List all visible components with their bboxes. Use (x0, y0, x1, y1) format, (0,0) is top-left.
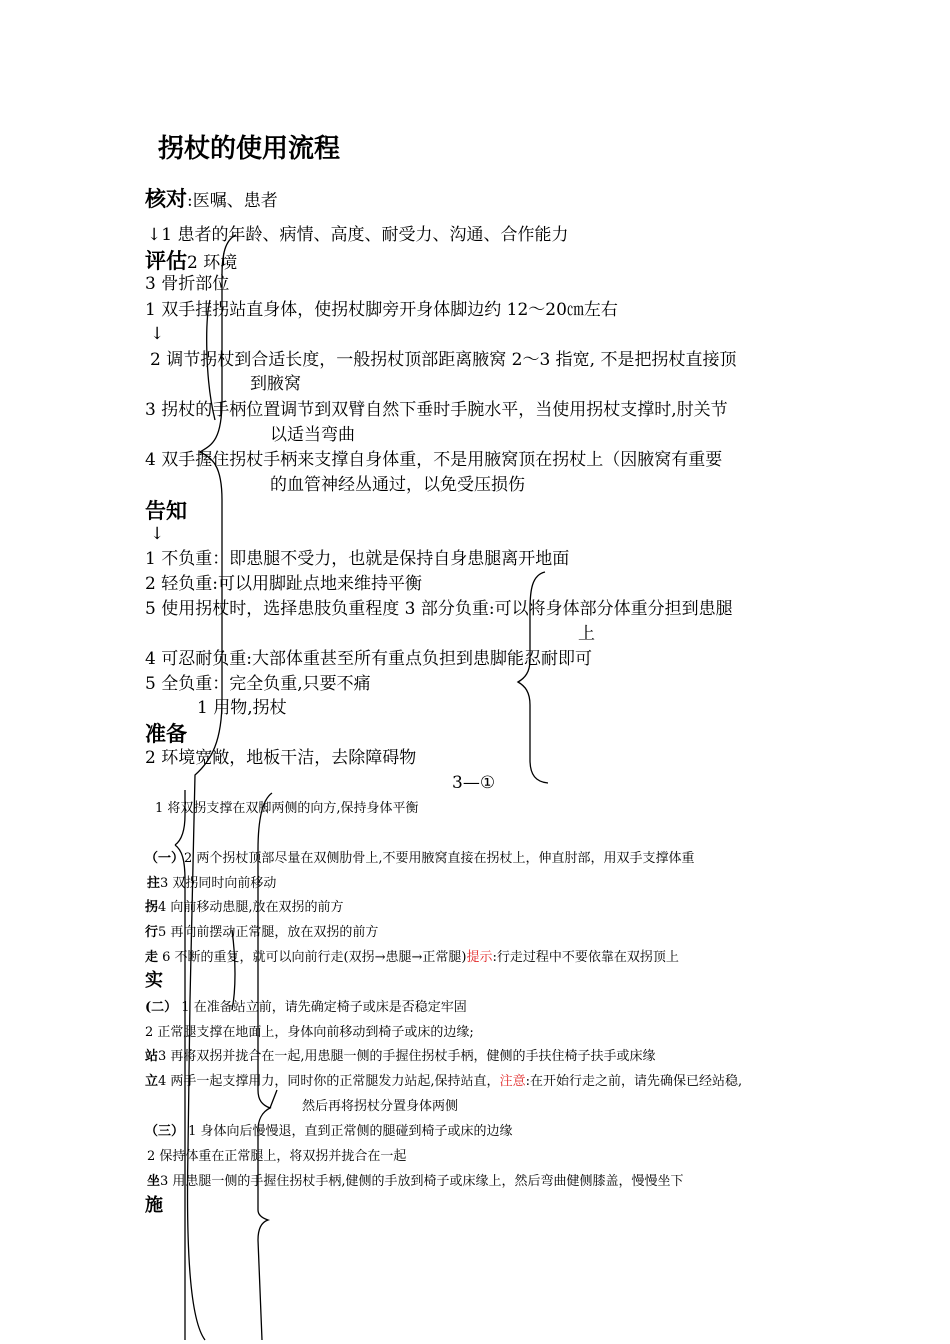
walk-row-4: 拐4 向前移动患腿,放在双拐的前方 (145, 900, 344, 915)
assess-item-3: 3 骨折部位 (145, 274, 230, 294)
check-label: 核对 (145, 186, 187, 211)
sit-row-3: 坐3 用患腿一侧的手握住拐杖手柄,健侧的手放到椅子或床缘上，然后弯曲健侧膝盖，慢慢坐下 (147, 1174, 684, 1189)
stand-section-number: (二） (145, 1000, 178, 1015)
down-arrow-icon: ↓ (150, 524, 165, 544)
adjust-item-2b: 到腋窝 (250, 374, 301, 394)
prepare-item-2: 2 环境宽敞，地板干洁，去除障碍物 (145, 748, 417, 768)
walk-row-2: （一）2 两个拐杖顶部尽量在双侧肋骨上,不要用腋窝直接在拐杖上，伸直肘部，用双手支撑体重 (145, 851, 695, 866)
implement-char-shi: 实 (145, 970, 163, 991)
inform-item-5: 5 全负重：完全负重,只要不痛 (145, 674, 371, 694)
assess-item-2: 2 环境 (187, 253, 238, 273)
walk-row-6: 走 6 不断的重复，就可以向前行走(双拐→患腿→正常腿)提示:行走过程中不要依靠在双拐顶上 (145, 950, 679, 965)
adjust-item-1: 1 双手挂拐站直身体，使拐杖脚旁开身体脚边约 12～20㎝左右 (145, 300, 618, 320)
stand-item-2: 2 正常腿支撑在地面上，身体向前移动到椅子或床的边缘; (145, 1025, 474, 1040)
page-title: 拐杖的使用流程 (158, 134, 341, 164)
sit-section-number: （三） (145, 1124, 185, 1139)
implement-char-shi2: 施 (145, 1195, 163, 1216)
adjust-item-3b: 以适当弯曲 (270, 425, 355, 445)
adjust-item-3a: 3 拐杖的手柄位置调节到双臂自然下垂时手腕水平，当使用拐杖支撑时,肘关节 (145, 400, 728, 420)
check-row (145, 188, 278, 210)
inform-item-5b: 上 (578, 624, 595, 644)
note-label: 注意 (499, 1074, 526, 1089)
assess-item-1: ↓1 患者的年龄、病情、高度、耐受力、沟通、合作能力 (147, 225, 569, 245)
inform-item-5a: 5 使用拐杖时，选择患肢负重程度 3 部分负重:可以将身体部分体重分担到患腿 (145, 599, 733, 619)
connector-2 (232, 930, 235, 1010)
prepare-item-1: 1 用物,拐杖 (197, 698, 287, 718)
down-arrow-icon: ↓ (150, 324, 165, 344)
sit-row-1: （三） 1 身体向后慢慢退，直到正常侧的腿碰到椅子或床的边缘 (145, 1124, 513, 1139)
hint-label: 提示 (466, 950, 493, 965)
inform-item-1: 1 不负重：即患腿不受力，也就是保持自身患腿离开地面 (145, 549, 570, 569)
stand-row-4: 立4 两手一起支撑用力，同时你的正常腿发力站起,保持站直，注意:在开始行走之前，请先确保已经站稳, (145, 1074, 743, 1089)
walk-brace (175, 790, 185, 1340)
connector-3 (270, 1090, 277, 1108)
down-arrow-icon: ↓ (147, 225, 162, 245)
inform-item-2: 2 轻负重:可以用脚趾点地来维持平衡 (145, 574, 422, 594)
assess-label: 评估 (145, 248, 187, 273)
stand-row-1: (二） 1 在准备站立前，请先确定椅子或床是否稳定牢固 (145, 1000, 467, 1015)
prepare-marker: 3—① (452, 773, 496, 793)
adjust-item-2a: 2 调节拐杖到合适长度，一般拐杖顶部距离腋窝 2～3 指宽, 不是把拐杖直接顶 (150, 350, 737, 370)
adjust-item-4b: 的血管神经丛通过，以免受压损伤 (270, 475, 525, 495)
stand-item-4b: 然后再将拐杖分置身体两侧 (302, 1099, 459, 1114)
inform-item-4: 4 可忍耐负重:大部体重甚至所有重点负担到患脚能忍耐即可 (145, 649, 592, 669)
walk-row-5: 行5 再向前摆动正常腿，放在双拐的前方 (145, 925, 379, 940)
sit-item-2: 2 保持体重在正常腿上，将双拐并拢合在一起 (147, 1149, 407, 1164)
inform-label: 告知 (145, 498, 187, 523)
adjust-item-4a: 4 双手握住拐杖手柄来支撑自身体重，不是用腋窝顶在拐杖上（因腋窝有重要 (145, 450, 723, 470)
walk-item-1: 1 将双拐支撑在双脚两侧的向方,保持身体平衡 (155, 801, 419, 816)
walk-section-number: （一） (145, 851, 185, 866)
prepare-label: 准备 (145, 721, 187, 746)
assess-row (145, 250, 237, 272)
walk-row-3: 拄3 双拐同时向前移动 (147, 876, 277, 891)
stand-row-3: 站3 再将双拐并拢合在一起,用患腿一侧的手握住拐杖手柄，健侧的手扶住椅子扶手或床缘 (145, 1049, 656, 1064)
check-text: :医嘱、患者 (187, 191, 278, 211)
